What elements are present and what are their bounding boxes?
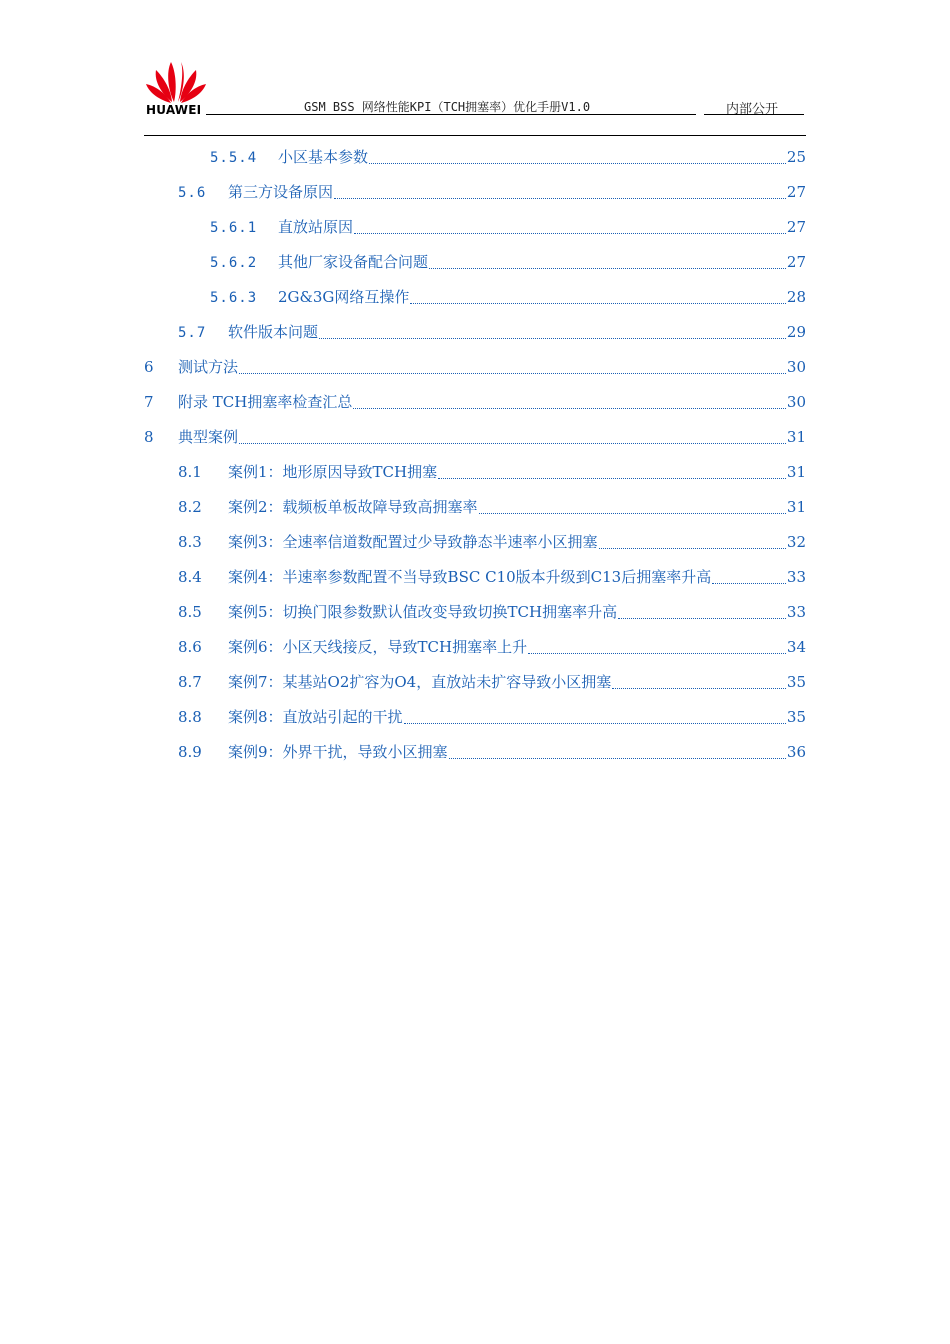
toc-entry-page: 28: [786, 288, 806, 306]
toc-dot-leader: [449, 757, 786, 759]
toc-entry-page: 31: [786, 498, 806, 516]
toc-entry-title: 直放站原因: [278, 218, 354, 236]
toc-entry-title: 案例9：外界干扰，导致小区拥塞: [228, 743, 448, 761]
toc-entry-number: 8.9: [178, 743, 202, 761]
toc-dot-leader: [334, 197, 786, 199]
page-header: [144, 58, 806, 136]
classification-label: 内部公开: [726, 102, 779, 117]
toc-entry-title: 案例8：直放站引起的干扰: [228, 708, 403, 726]
huawei-petal-icon: [144, 58, 208, 104]
toc-entry[interactable]: [144, 321, 806, 351]
toc-entry[interactable]: [144, 391, 806, 421]
toc-entry-title: 软件版本问题: [228, 323, 319, 341]
document-title: GSM BSS 网络性能KPI（TCH拥塞率）优化手册V1.0: [304, 100, 591, 114]
toc-entry-title: 案例2：载频板单板故障导致高拥塞率: [228, 498, 478, 516]
toc-dot-leader: [429, 267, 786, 269]
toc-entry-number: 8.1: [178, 463, 202, 481]
toc-entry-page: 33: [786, 568, 806, 586]
toc-entry-number: 6: [144, 358, 154, 376]
toc-entry-page: 30: [786, 358, 806, 376]
toc-entry[interactable]: [144, 146, 806, 176]
toc-entry-title: 测试方法: [178, 358, 239, 376]
toc-entry-title: 案例4：半速率参数配置不当导致BSC C10版本升级到C13后拥塞率升高: [228, 568, 712, 586]
classification-underline: [704, 114, 804, 115]
toc-dot-leader: [479, 512, 786, 514]
header-rule: [144, 135, 806, 136]
toc-dot-leader: [369, 162, 786, 164]
toc-entry-title: 其他厂家设备配合问题: [278, 253, 429, 271]
toc-entry[interactable]: [144, 251, 806, 281]
toc-entry-title: 小区基本参数: [278, 148, 369, 166]
toc-dot-leader: [354, 232, 786, 234]
toc-entry-number: 8.3: [178, 533, 202, 551]
toc-entry-number: 8.8: [178, 708, 202, 726]
title-underline: [206, 114, 696, 115]
toc-entry-page: 33: [786, 603, 806, 621]
toc-entry[interactable]: [144, 496, 806, 526]
toc-entry-page: 31: [786, 463, 806, 481]
toc-entry-number: 8.4: [178, 568, 202, 586]
toc-entry[interactable]: [144, 461, 806, 491]
toc-entry[interactable]: [144, 531, 806, 561]
brand-wordmark: HUAWEI: [146, 103, 202, 117]
toc-dot-leader: [612, 687, 786, 689]
toc-entry[interactable]: [144, 671, 806, 701]
toc-dot-leader: [239, 442, 786, 444]
toc-dot-leader: [618, 617, 786, 619]
toc-dot-leader: [410, 302, 786, 304]
toc-entry-number: 8.5: [178, 603, 202, 621]
toc-entry-title: 案例5：切换门限参数默认值改变导致切换TCH拥塞率升高: [228, 603, 618, 621]
toc-entry-page: 36: [786, 743, 806, 761]
toc-entry-page: 31: [786, 428, 806, 446]
toc-dot-leader: [239, 372, 786, 374]
toc-dot-leader: [712, 582, 786, 584]
toc-dot-leader: [599, 547, 786, 549]
toc-entry-page: 35: [786, 673, 806, 691]
toc-dot-leader: [353, 407, 786, 409]
toc-entry[interactable]: [144, 601, 806, 631]
toc-entry-number: 5.5.4: [210, 150, 258, 166]
toc-entry[interactable]: [144, 741, 806, 771]
toc-dot-leader: [528, 652, 786, 654]
toc-dot-leader: [319, 337, 786, 339]
toc-entry[interactable]: [144, 216, 806, 246]
toc-entry-number: 8.6: [178, 638, 202, 656]
toc-entry-number: 5.6.1: [210, 220, 258, 236]
toc-entry-title: 案例6：小区天线接反，导致TCH拥塞率上升: [228, 638, 528, 656]
toc-entry[interactable]: [144, 426, 806, 456]
toc-entry-number: 8: [144, 428, 154, 446]
toc-entry[interactable]: [144, 286, 806, 316]
toc-entry-title: 案例7：某基站O2扩容为O4，直放站未扩容导致小区拥塞: [228, 673, 612, 691]
toc-dot-leader: [438, 477, 786, 479]
toc-entry-page: 34: [786, 638, 806, 656]
toc-entry-title: 案例1：地形原因导致TCH拥塞: [228, 463, 438, 481]
toc-entry-page: 27: [786, 218, 806, 236]
toc-entry-title: 典型案例: [178, 428, 239, 446]
toc-entry[interactable]: [144, 356, 806, 386]
toc-entry-title: 附录 TCH拥塞率检查汇总: [178, 393, 353, 411]
toc-entry-number: 8.2: [178, 498, 202, 516]
toc-entry[interactable]: [144, 636, 806, 666]
toc-dot-leader: [404, 722, 786, 724]
toc-entry-page: 35: [786, 708, 806, 726]
toc-entry-number: 5.6.2: [210, 255, 258, 271]
toc-entry-title: 2G&3G网络互操作: [278, 288, 410, 306]
toc-entry-page: 27: [786, 183, 806, 201]
toc-entry-number: 5.6.3: [210, 290, 258, 306]
toc-entry-title: 案例3：全速率信道数配置过少导致静态半速率小区拥塞: [228, 533, 598, 551]
toc-entry-number: 5.6: [178, 185, 207, 201]
toc-entry-page: 32: [786, 533, 806, 551]
toc-entry[interactable]: [144, 181, 806, 211]
toc-entry-page: 27: [786, 253, 806, 271]
toc-entry[interactable]: [144, 566, 806, 596]
toc-entry-page: 25: [786, 148, 806, 166]
toc-entry[interactable]: [144, 706, 806, 736]
toc-entry-number: 8.7: [178, 673, 202, 691]
toc-entry-number: 7: [144, 393, 154, 411]
toc-entry-number: 5.7: [178, 325, 207, 341]
toc-entry-page: 30: [786, 393, 806, 411]
toc-entry-title: 第三方设备原因: [228, 183, 334, 201]
toc-entry-page: 29: [786, 323, 806, 341]
